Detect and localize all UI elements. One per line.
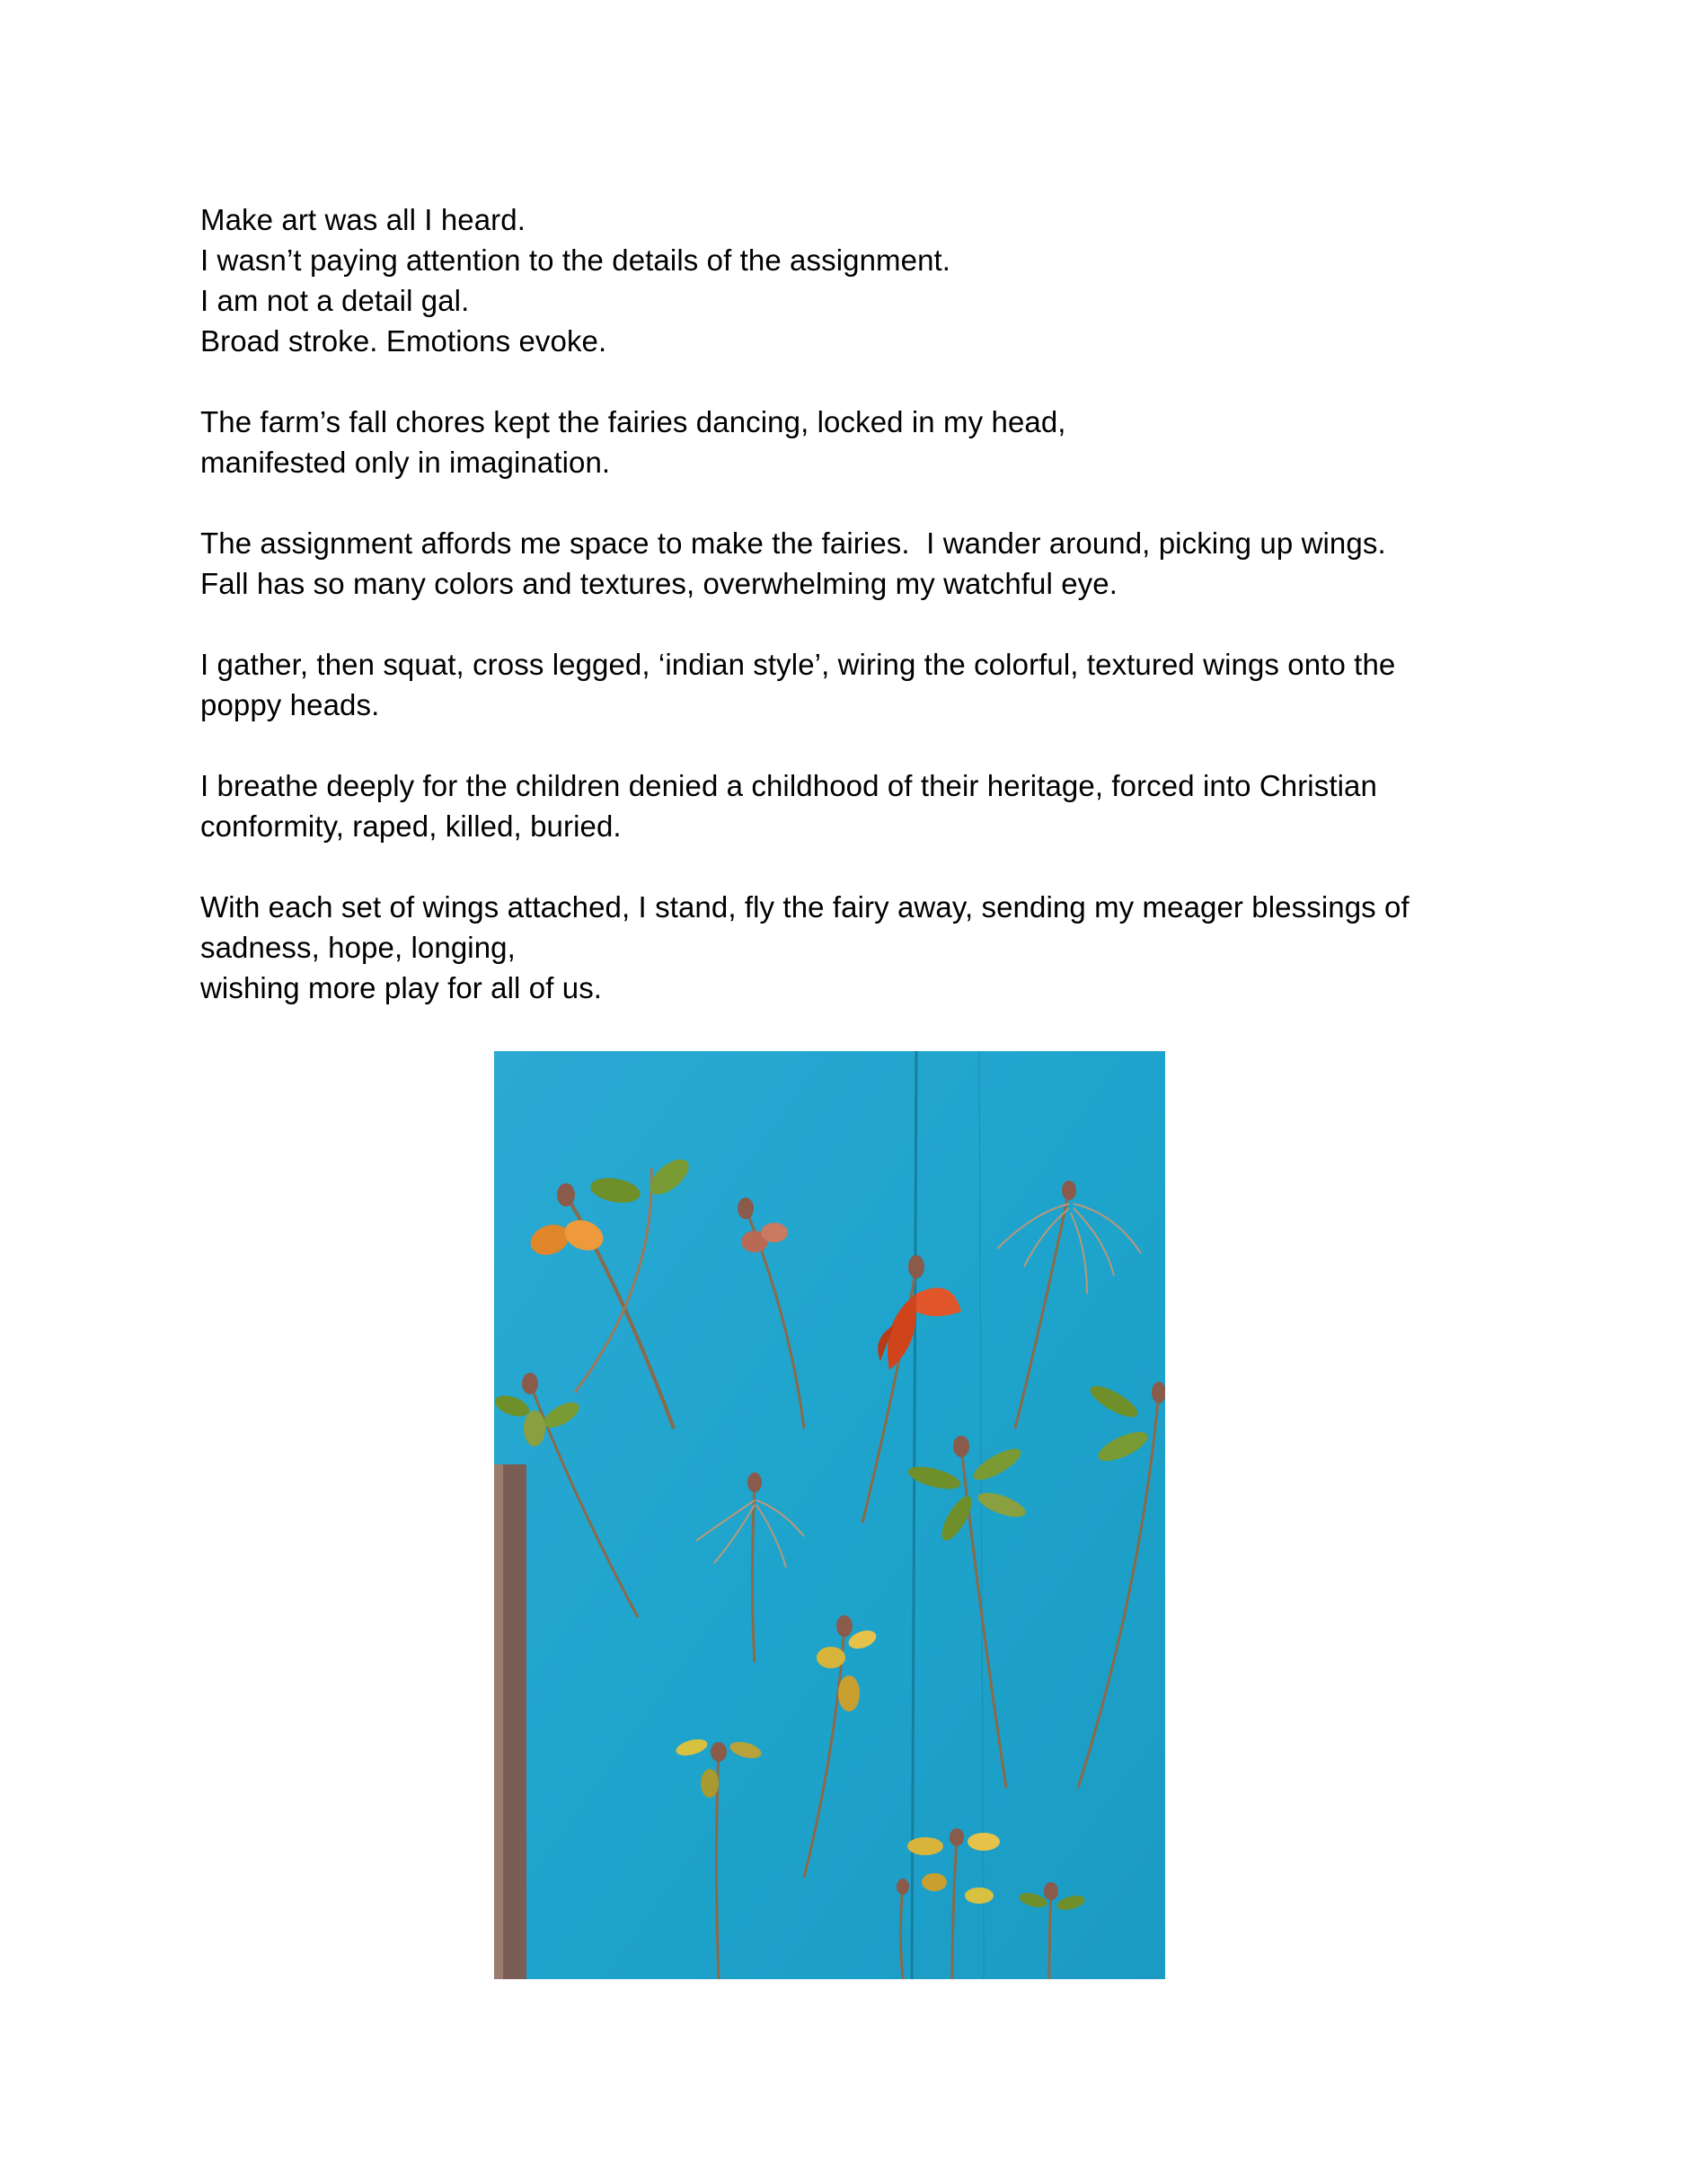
- wood-edge-highlight: [494, 1464, 503, 1979]
- stanza-3: [200, 523, 1503, 604]
- stanza-2: [200, 402, 1503, 482]
- poem-line: Make art was all I heard.: [200, 203, 526, 236]
- stanza-5: [200, 765, 1454, 846]
- stanza-6: [200, 887, 1454, 1008]
- poem-line: The assignment affords me space to make the fairies. I wander around, picking up wings.: [200, 526, 1386, 560]
- fairy-photo-illustration: [494, 1051, 1165, 1979]
- stanza-1: [200, 199, 1503, 361]
- poem-line: I wasn’t paying attention to the details of the assignment.: [200, 243, 951, 277]
- poem-line: With each set of wings attached, I stand, fly the fairy away, sending my meager blessings of sadness, hope, longing,: [200, 890, 1418, 964]
- stanza-4: [200, 644, 1454, 725]
- poem-line: I breathe deeply for the children denied a childhood of their heritage, forced into Christian conformity, raped, killed, buried.: [200, 769, 1386, 843]
- poem-line: Broad stroke. Emotions evoke.: [200, 324, 607, 358]
- poem-line: Fall has so many colors and textures, overwhelming my watchful eye.: [200, 567, 1118, 600]
- poem-line: wishing more play for all of us.: [200, 971, 603, 1004]
- fairy-photo: [494, 1051, 1165, 1979]
- poem-line: manifested only in imagination.: [200, 446, 611, 479]
- poem-line: The farm’s fall chores kept the fairies dancing, locked in my head,: [200, 405, 1066, 438]
- poem-text: [200, 199, 1503, 1048]
- poem-line: I am not a detail gal.: [200, 284, 470, 317]
- poem-line: I gather, then squat, cross legged, ‘indian style’, wiring the colorful, textured wings onto the poppy heads.: [200, 648, 1404, 721]
